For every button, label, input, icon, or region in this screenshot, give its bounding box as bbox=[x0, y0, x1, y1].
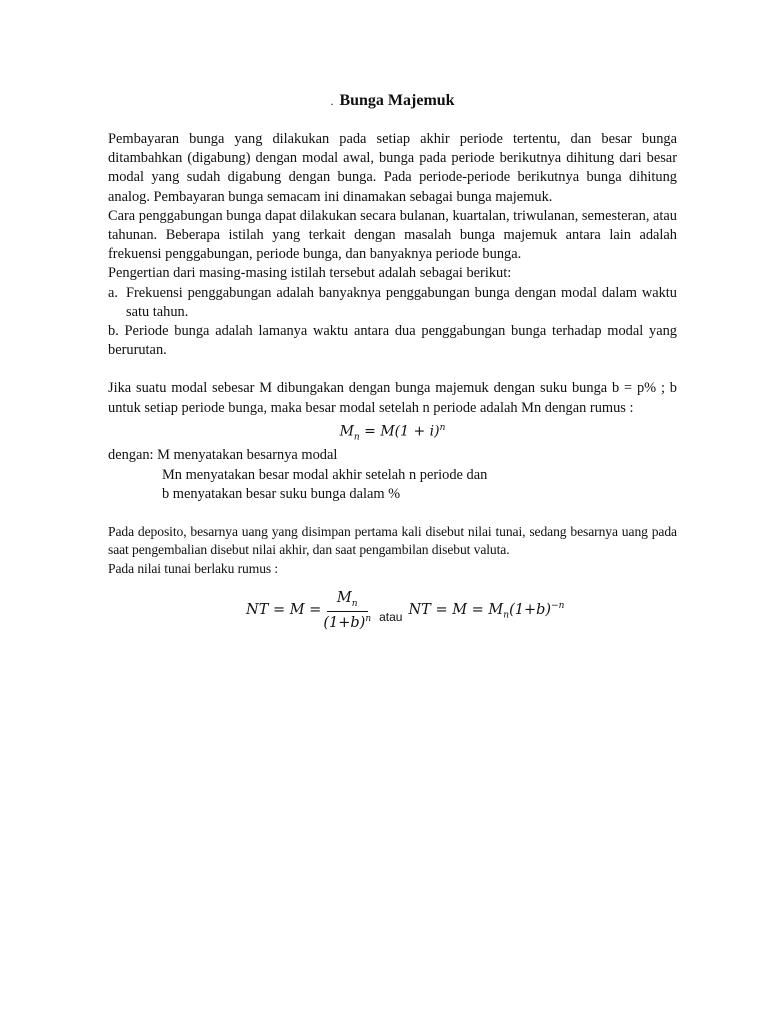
formula1-lhs: M bbox=[339, 423, 354, 440]
title-text: Bunga Majemuk bbox=[339, 92, 455, 109]
paragraph-methods: Cara penggabungan bunga dapat dilakukan secara bulanan, kuartalan, triwulanan, semesteran, atau tahunan. Beberapa istilah yang terkait dengan masalah bunga majemuk antara lain adalah frekuensi penggabungan, periode bunga, dan banyaknya periode bunga. bbox=[108, 207, 677, 263]
page-title bbox=[108, 92, 677, 110]
formula1-rhs-sup: n bbox=[439, 422, 446, 433]
document-page bbox=[108, 92, 677, 578]
formula2-numerator: $M_n$ bbox=[327, 590, 368, 612]
formula-compound-interest bbox=[108, 419, 677, 446]
formula2-lhs: NT = M = bbox=[246, 602, 322, 619]
formula1-lhs-sub: n bbox=[353, 432, 360, 443]
formula2-alternative: NT = $M = M_n(1+b)^{-n}$ bbox=[408, 600, 565, 621]
formula1-rhs: = M(1 + i) bbox=[364, 423, 440, 440]
formula2-denominator: $(1+b)^n$ bbox=[323, 613, 372, 631]
formula2-connector: atau bbox=[379, 610, 403, 625]
formula-present-value bbox=[246, 590, 564, 631]
paragraph-definition: Pembayaran bunga yang dilakukan pada setiap akhir periode tertentu, dan besar bunga ditambahkan (digabung) dengan modal awal, bunga pada periode berikutnya dihitung dari besar modal yang sudah digabung dengan bunga. Pada periode-periode berikutnya bunga dihitung analog. Pembayaran bunga semacam ini dinamakan sebagai bunga majemuk. bbox=[108, 131, 677, 205]
definition-mn: Mn menyatakan besar modal akhir setelah n periode dan bbox=[162, 466, 488, 483]
list-item-a-label: a. bbox=[108, 284, 118, 301]
paragraph-terms-intro: Pengertian dari masing-masing istilah tersebut adalah sebagai berikut: bbox=[108, 265, 512, 282]
list-item-b: b. Periode bunga adalah lamanya waktu antara dua penggabungan bunga terhadap modal yang berurutan. bbox=[108, 323, 677, 359]
paragraph-formula-intro: Jika suatu modal sebesar M dibungakan dengan bunga majemuk dengan suku bunga b = p% ; b untuk setiap periode bunga, maka besar modal setelah n periode adalah Mn dengan rumus : bbox=[108, 380, 677, 416]
definition-b: b menyatakan besar suku bunga dalam % bbox=[162, 485, 401, 502]
title-prefix: . bbox=[330, 94, 334, 108]
paragraph-deposit: Pada deposito, besarnya uang yang disimpan pertama kali disebut nilai tunai, sedang besarnya uang pada saat pengembalian disebut nilai akhir, dan saat pengambilan disebut valuta. bbox=[108, 523, 677, 558]
formula2-fraction bbox=[323, 590, 371, 631]
definition-intro: dengan: M menyatakan besarnya modal bbox=[108, 447, 338, 464]
paragraph-present-value-intro: Pada nilai tunai berlaku rumus : bbox=[108, 560, 279, 576]
list-item-a bbox=[108, 284, 677, 322]
list-item-a-text: Frekuensi penggabungan adalah banyaknya penggabungan bunga dengan modal dalam waktu satu tahun. bbox=[126, 284, 677, 320]
